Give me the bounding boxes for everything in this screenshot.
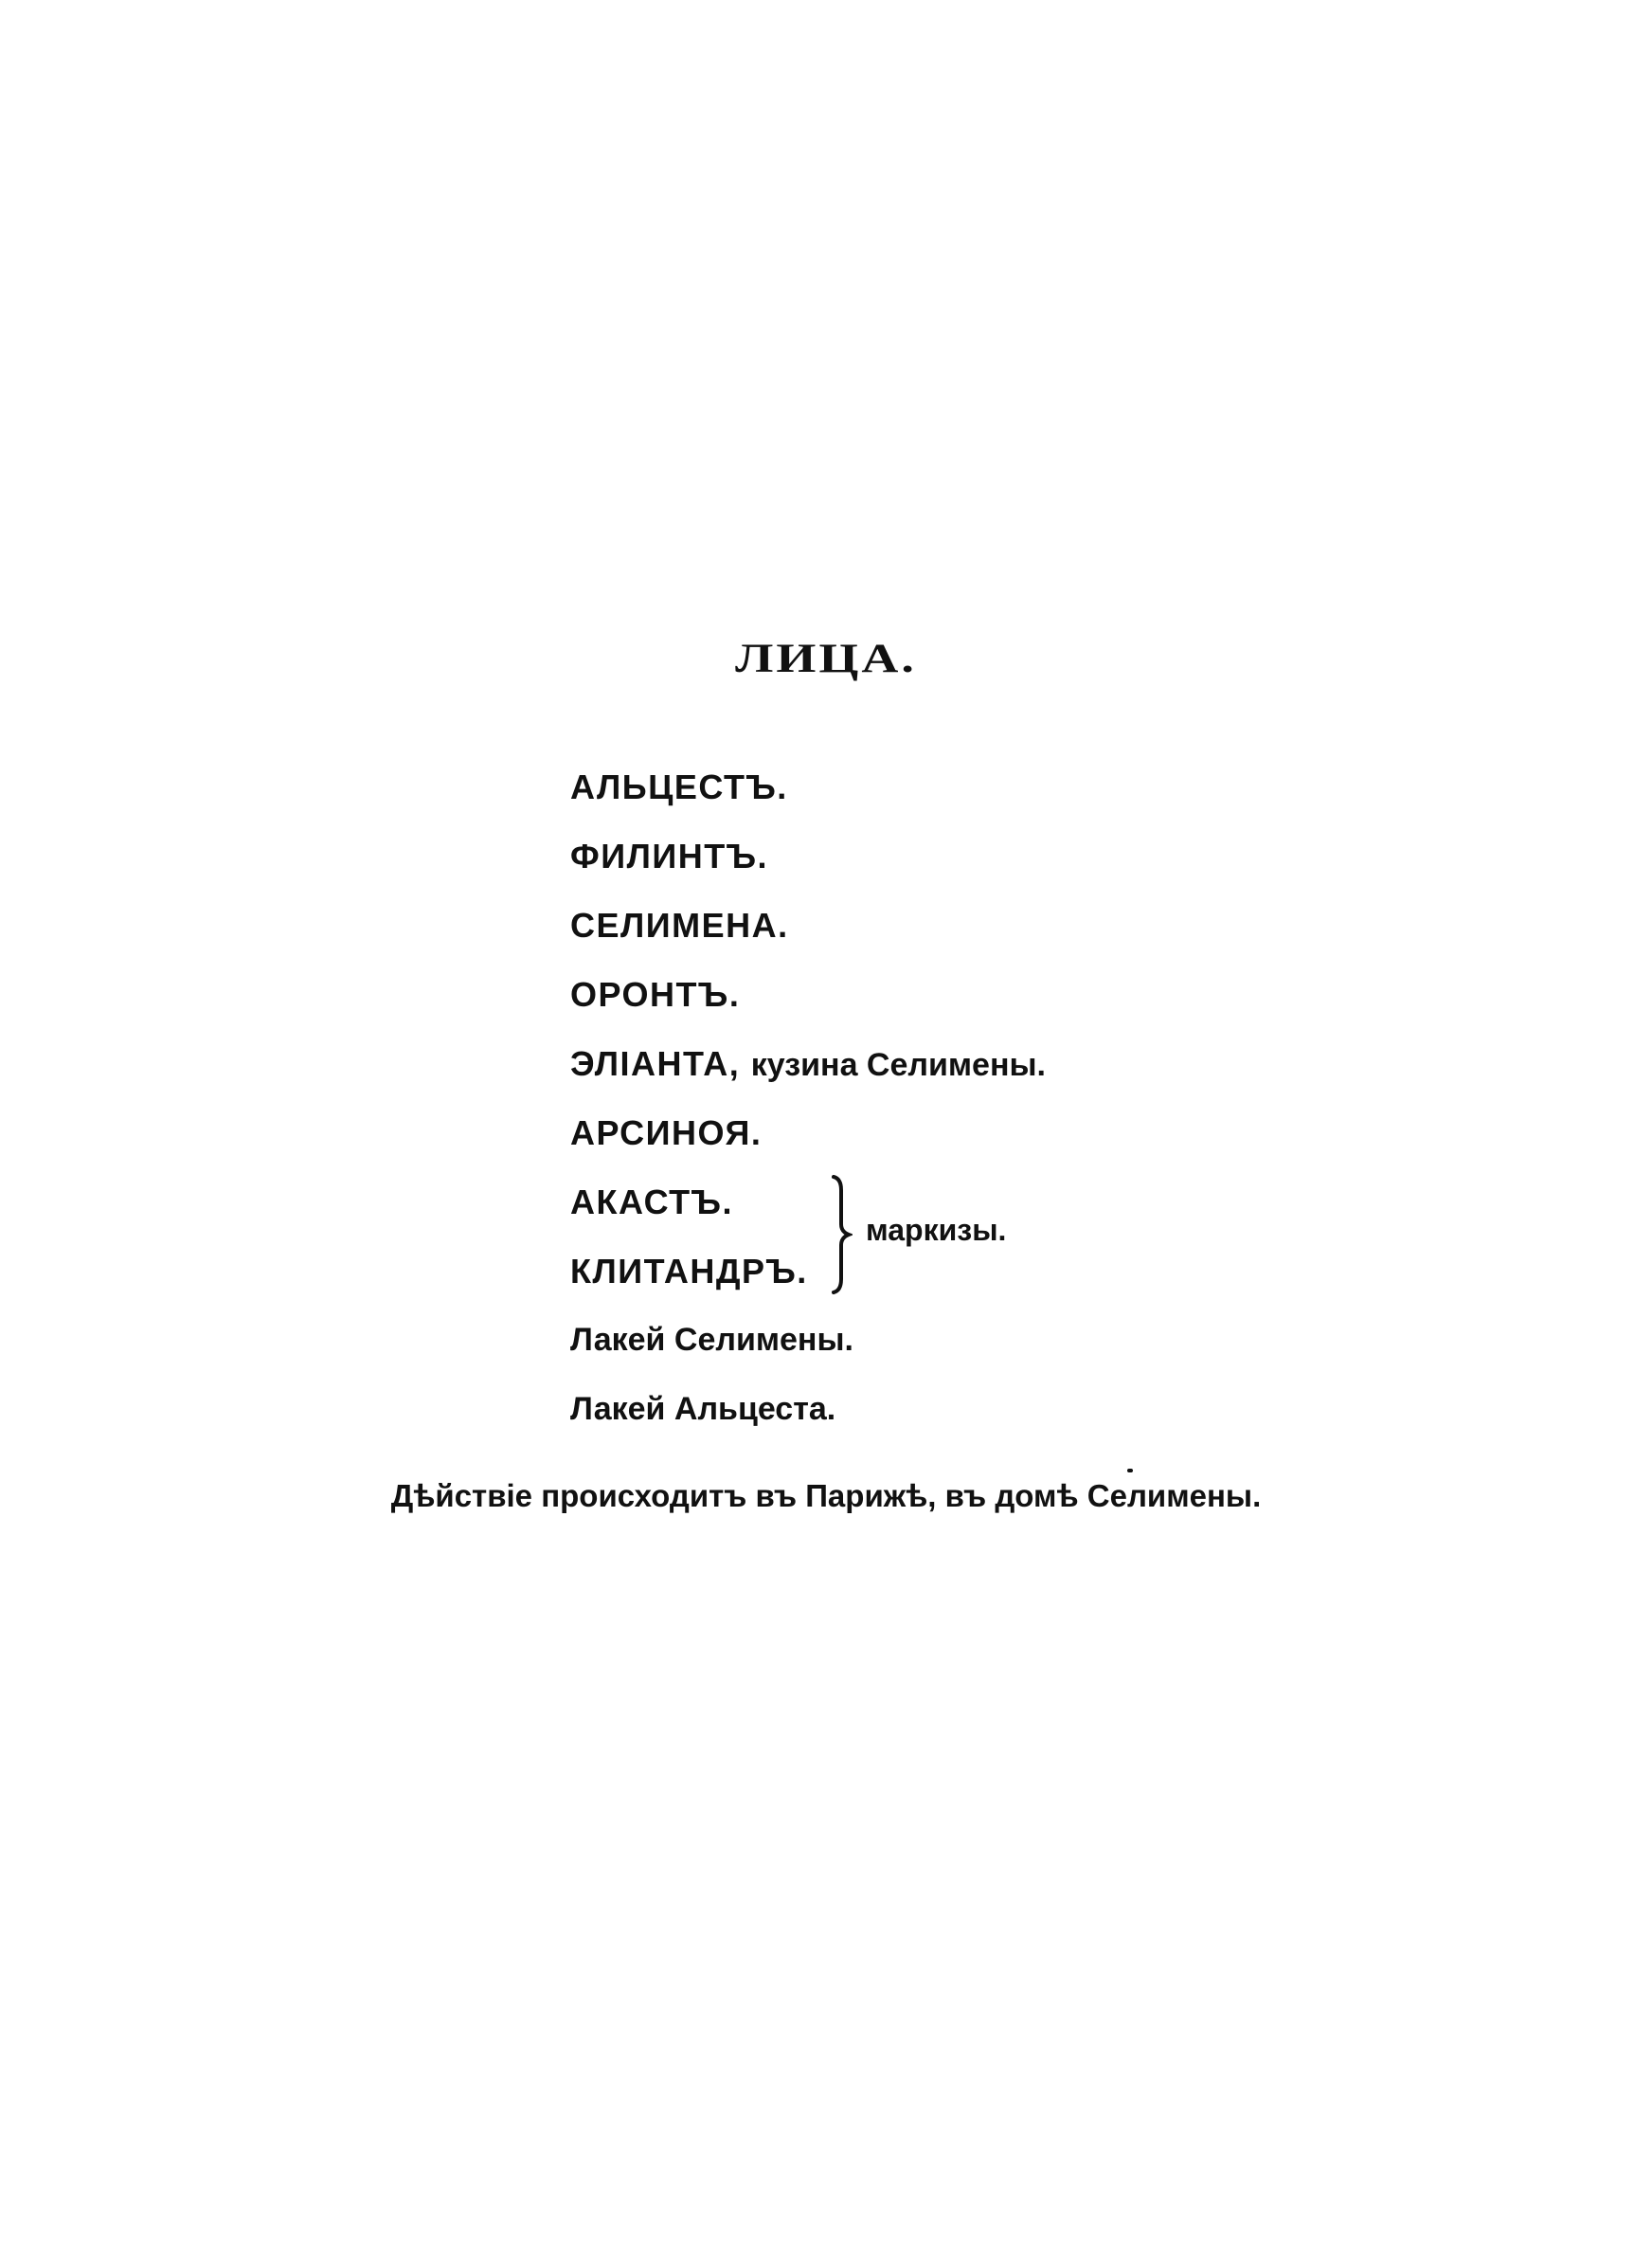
marquis-label: маркизы.: [866, 1213, 1007, 1247]
cast-item-name: ЭЛІАНТА,: [570, 1044, 741, 1083]
cast-item: КЛИТАНДРЪ.: [570, 1252, 808, 1291]
page-title: ЛИЦА.: [735, 635, 917, 681]
cast-item-description: кузина Селимены.: [750, 1047, 1046, 1083]
cast-item: АРСИНОЯ.: [570, 1113, 763, 1152]
cast-item: ФИЛИНТЪ.: [570, 837, 769, 876]
cast-item: АЛЬЦЕСТЪ.: [570, 767, 788, 806]
cast-item: СЕЛИМЕНА.: [570, 906, 789, 945]
cast-item: АКАСТЪ.: [570, 1183, 733, 1221]
cast-item: ОРОНТЪ.: [570, 975, 741, 1014]
curly-brace-icon: [830, 1175, 853, 1294]
cast-item: Лакей Альцеста.: [570, 1391, 836, 1427]
cast-item: [570, 1029, 1423, 1098]
setting-note: Дѣйствіе происходитъ въ Парижѣ, въ домѣ Селимены.: [390, 1478, 1262, 1513]
cast-item: Лакей Селимены.: [570, 1322, 853, 1358]
cast-list: [570, 752, 1423, 1167]
servants-list: [570, 1306, 1423, 1444]
marquis-group: [570, 1167, 1063, 1306]
ink-speck: [1127, 1469, 1133, 1472]
